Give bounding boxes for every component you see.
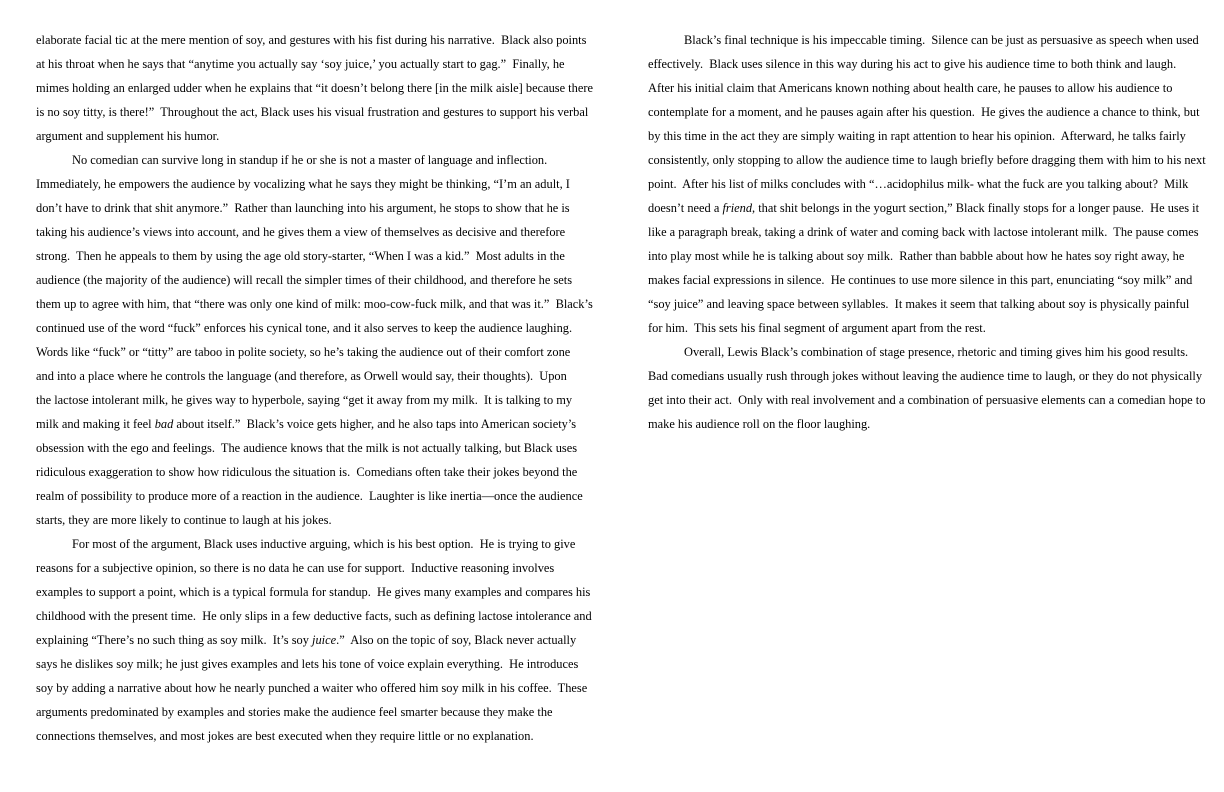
text-line: starts, they are more likely to continue to laugh at his jokes. [36, 513, 332, 527]
text-line: reasons for a subjective opinion, so there is no data he can use for support. Inductive reasoning involves [36, 561, 555, 575]
text-line: “soy juice” and leaving space between syllables. It makes it seem that talking about soy is physically painful [648, 297, 1190, 311]
text-line: consistently, only stopping to allow the audience time to laugh briefly before dragging them with him to his next [648, 153, 1206, 167]
text-line: and into a place where he controls the language (and therefore, as Orwell would say, their thoughts). Upon [36, 369, 567, 383]
text-line: Black’s final technique is his impeccable timing. Silence can be just as persuasive as speech when used [684, 33, 1199, 47]
text-line: No comedian can survive long in standup if he or she is not a master of language and inflection. [72, 153, 548, 167]
emphasis-word: juice [312, 633, 337, 647]
text-line: is no soy titty, is there!” Throughout the act, Black uses his visual frustration and gestures to support his verbal [36, 105, 589, 119]
text-line: at his throat when he says that “anytime you actually say ‘soy juice,’ you actually start to gag.” Finally, he [36, 57, 565, 71]
text-line: obsession with the ego and feelings. The audience knows that the milk is not actually talking, but Black uses [36, 441, 578, 455]
text-line: For most of the argument, Black uses inductive arguing, which is his best option. He is trying to give [72, 537, 576, 551]
text-line: make his audience roll on the floor laughing. [648, 417, 871, 431]
left-page [36, 28, 596, 748]
text-line: makes facial expressions in silence. He continues to use more silence in this part, enunciating “soy milk” and [648, 273, 1193, 287]
text-line: After his initial claim that Americans known nothing about health care, he pauses to allow his audience to [648, 81, 1173, 95]
text-line: says he dislikes soy milk; he just gives examples and lets his tone of voice explain everything. He introduces [36, 657, 579, 671]
text-line: ridiculous exaggeration to show how ridiculous the situation is. Comedians often take their jokes beyond the [36, 465, 578, 479]
text-line: taking his audience’s views into account, and he gives them a view of themselves as decisive and therefore [36, 225, 566, 239]
text-line: by this time in the act they are simply waiting in rapt attention to hear his opinion. Afterward, he talks fairly [648, 129, 1186, 143]
text-line: milk and making it feel bad about itself.” Black’s voice gets higher, and he also taps into American society’s [36, 417, 577, 431]
text-line: effectively. Black uses silence in this way during his act to give his audience time to both think and laugh. [648, 57, 1177, 71]
text-line: childhood with the present time. He only slips in a few deductive facts, such as defining lactose intolerance and [36, 609, 592, 623]
emphasis-word: friend [722, 201, 753, 215]
text-line: mimes holding an enlarged udder when he explains that “it doesn’t belong there [in the milk aisle] because there [36, 81, 593, 95]
text-line: for him. This sets his final segment of argument apart from the rest. [648, 321, 986, 335]
text-line: argument and supplement his humor. [36, 129, 220, 143]
emphasis-word: bad [154, 417, 174, 431]
text-line: realm of possibility to produce more of a reaction in the audience. Laughter is like inertia—once the audience [36, 489, 583, 503]
text-line: doesn’t need a friend, that shit belongs in the yogurt section,” Black finally stops for a longer pause. He uses it [648, 201, 1200, 215]
text-line: get into their act. Only with real involvement and a combination of persuasive elements can a comedian hope to [648, 393, 1206, 407]
text-line: point. After his list of milks concludes with “…acidophilus milk- what the fuck are you talking about? Milk [648, 177, 1189, 191]
text-line: strong. Then he appeals to them by using the age old story-starter, “When I was a kid.” Most adults in the [36, 249, 565, 263]
text-line: continued use of the word “fuck” enforces his cynical tone, and it also serves to keep the audience laughing. [36, 321, 573, 335]
text-line: contemplate for a moment, and he pauses again after his question. He gives the audience a chance to think, but [648, 105, 1200, 119]
text-line: explaining “There’s no such thing as soy milk. It’s soy juice.” Also on the topic of soy, Black never actually [36, 633, 577, 647]
text-line: Immediately, he empowers the audience by vocalizing what he says they might be thinking, “I’m an adult, I [36, 177, 570, 191]
text-line: audience (the majority of the audience) will recall the simpler times of their childhood, and therefore he sets [36, 273, 573, 287]
text-line: elaborate facial tic at the mere mention of soy, and gestures with his fist during his narrative. Black also points [36, 33, 587, 47]
text-line: arguments predominated by examples and stories make the audience feel smarter because they make the [36, 705, 553, 719]
text-line: them up to agree with him, that “there was only one kind of milk: moo-cow-fuck milk, and that was it.” Black’s [36, 297, 593, 311]
text-line: don’t have to drink that shit anymore.” Rather than launching into his argument, he stops to show that he is [36, 201, 570, 215]
text-line: Words like “fuck” or “titty” are taboo in polite society, so he’s taking the audience out of their comfort zone [36, 345, 571, 359]
text-line: connections themselves, and most jokes are best executed when they require little or no explanation. [36, 729, 534, 743]
text-line: soy by adding a narrative about how he nearly punched a waiter who offered him soy milk in his coffee. These [36, 681, 588, 695]
text-line: the lactose intolerant milk, he gives way to hyperbole, saying “get it away from my milk. It is talking to my [36, 393, 573, 407]
text-line: examples to support a point, which is a typical formula for standup. He gives many examples and compares his [36, 585, 591, 599]
text-line: Overall, Lewis Black’s combination of stage presence, rhetoric and timing gives him his good results. [684, 345, 1189, 359]
text-line: into play most while he is talking about soy milk. Rather than babble about how he hates soy right away, he [648, 249, 1185, 263]
text-line: like a paragraph break, taking a drink of water and coming back with lactose intolerant milk. The pause comes [648, 225, 1199, 239]
right-page [648, 28, 1208, 436]
text-line: Bad comedians usually rush through jokes without leaving the audience time to laugh, or they do not physically [648, 369, 1203, 383]
